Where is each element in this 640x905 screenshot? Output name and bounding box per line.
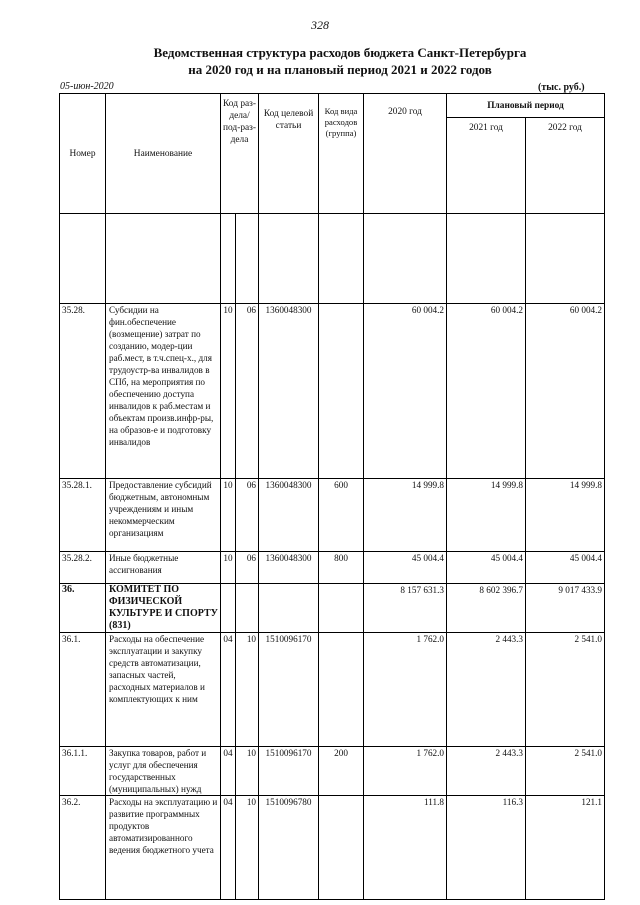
table-row <box>60 633 605 747</box>
row-subsection: 10 <box>236 747 259 796</box>
row-name: Иные бюджетные ассигнования <box>106 552 221 584</box>
row-subsection: 06 <box>236 479 259 552</box>
row-section: 10 <box>221 552 236 584</box>
table-row <box>60 552 605 584</box>
header-section: Код раз-дела/ под-раз-дела <box>221 94 259 214</box>
row-number: 36.2. <box>60 796 106 900</box>
row-subsection: 06 <box>236 552 259 584</box>
row-section: 04 <box>221 747 236 796</box>
table-row <box>60 747 605 796</box>
row-2021: 2 443.3 <box>447 633 526 747</box>
row-type: 200 <box>319 747 364 796</box>
row-type: 800 <box>319 552 364 584</box>
row-subsection: 06 <box>236 304 259 479</box>
row-target: 1360048300 <box>259 304 319 479</box>
budget-table <box>59 93 605 900</box>
row-section: 10 <box>221 479 236 552</box>
row-2021: 8 602 396.7 <box>447 584 526 633</box>
row-number: 35.28.2. <box>60 552 106 584</box>
table-body <box>60 304 605 900</box>
row-2022: 9 017 433.9 <box>526 584 605 633</box>
row-type: 600 <box>319 479 364 552</box>
units-label: (тыс. руб.) <box>538 82 585 93</box>
header-spacer <box>60 214 106 304</box>
row-subsection: 10 <box>236 796 259 900</box>
header-2022: 2022 год <box>526 118 605 214</box>
row-section <box>221 584 236 633</box>
row-2020: 60 004.2 <box>364 304 447 479</box>
header-type: Код вида расходов (группа) <box>319 94 364 214</box>
row-target: 1510096170 <box>259 633 319 747</box>
row-subsection <box>236 584 259 633</box>
row-name: Предоставление субсидий бюджетным, автономным учреждениям и иным некоммерческим организациям <box>106 479 221 552</box>
row-name: Расходы на обеспечение эксплуатации и закупку средств автоматизации, запасных частей, расходных материалов и комплектующих к ним <box>106 633 221 747</box>
row-name: Расходы на эксплуатацию и развитие программных продуктов автоматизированного ведения бюджетного учета <box>106 796 221 900</box>
header-number: Номер <box>60 94 106 214</box>
title-line-2: на 2020 год и на плановый период 2021 и 2022 годов <box>188 62 492 77</box>
row-2020: 8 157 631.3 <box>364 584 447 633</box>
page-number: 328 <box>311 18 329 32</box>
row-2020: 1 762.0 <box>364 633 447 747</box>
row-2021: 45 004.4 <box>447 552 526 584</box>
row-2021: 2 443.3 <box>447 747 526 796</box>
row-section: 10 <box>221 304 236 479</box>
row-2020: 111.8 <box>364 796 447 900</box>
header-planned: Плановый период <box>447 94 605 118</box>
row-target: 1510096780 <box>259 796 319 900</box>
document-title <box>60 44 620 78</box>
table-row <box>60 479 605 552</box>
row-number: 36.1.1. <box>60 747 106 796</box>
row-2022: 60 004.2 <box>526 304 605 479</box>
header-2020: 2020 год <box>364 94 447 214</box>
title-line-1: Ведомственная структура расходов бюджета Санкт-Петербурга <box>153 45 527 60</box>
row-2022: 121.1 <box>526 796 605 900</box>
table-row <box>60 796 605 900</box>
row-target: 1510096170 <box>259 747 319 796</box>
row-type <box>319 584 364 633</box>
row-number: 36. <box>60 584 106 633</box>
row-2022: 14 999.8 <box>526 479 605 552</box>
row-type <box>319 304 364 479</box>
row-2021: 116.3 <box>447 796 526 900</box>
row-2022: 2 541.0 <box>526 633 605 747</box>
table-row <box>60 584 605 633</box>
row-target: 1360048300 <box>259 479 319 552</box>
row-type <box>319 633 364 747</box>
row-2021: 14 999.8 <box>447 479 526 552</box>
row-2020: 1 762.0 <box>364 747 447 796</box>
document-date: 05-июн-2020 <box>60 81 114 92</box>
row-subsection: 10 <box>236 633 259 747</box>
header-2021: 2021 год <box>447 118 526 214</box>
row-number: 36.1. <box>60 633 106 747</box>
row-target <box>259 584 319 633</box>
row-section: 04 <box>221 633 236 747</box>
row-2022: 45 004.4 <box>526 552 605 584</box>
header-target: Код целевой статьи <box>259 94 319 214</box>
row-name: КОМИТЕТ ПО ФИЗИЧЕСКОЙ КУЛЬТУРЕ И СПОРТУ (831) <box>106 584 221 633</box>
row-type <box>319 796 364 900</box>
row-2020: 14 999.8 <box>364 479 447 552</box>
row-2020: 45 004.4 <box>364 552 447 584</box>
table-row <box>60 304 605 479</box>
row-2021: 60 004.2 <box>447 304 526 479</box>
row-number: 35.28. <box>60 304 106 479</box>
row-name: Закупка товаров, работ и услуг для обеспечения государственных (муниципальных) нужд <box>106 747 221 796</box>
row-target: 1360048300 <box>259 552 319 584</box>
header-name: Наименование <box>106 94 221 214</box>
row-number: 35.28.1. <box>60 479 106 552</box>
row-name: Субсидии на фин.обеспечение (возмещение) затрат по созданию, модер-ции раб.мест, в т.ч.спец-х., для трудоустр-ва инвалидов в СПб, на мероприятия по обеспечению доступа инвалидов к раб.местам и объектам произв.инфр-ры, на образов-е и подготовку инвалидов <box>106 304 221 479</box>
row-2022: 2 541.0 <box>526 747 605 796</box>
row-section: 04 <box>221 796 236 900</box>
